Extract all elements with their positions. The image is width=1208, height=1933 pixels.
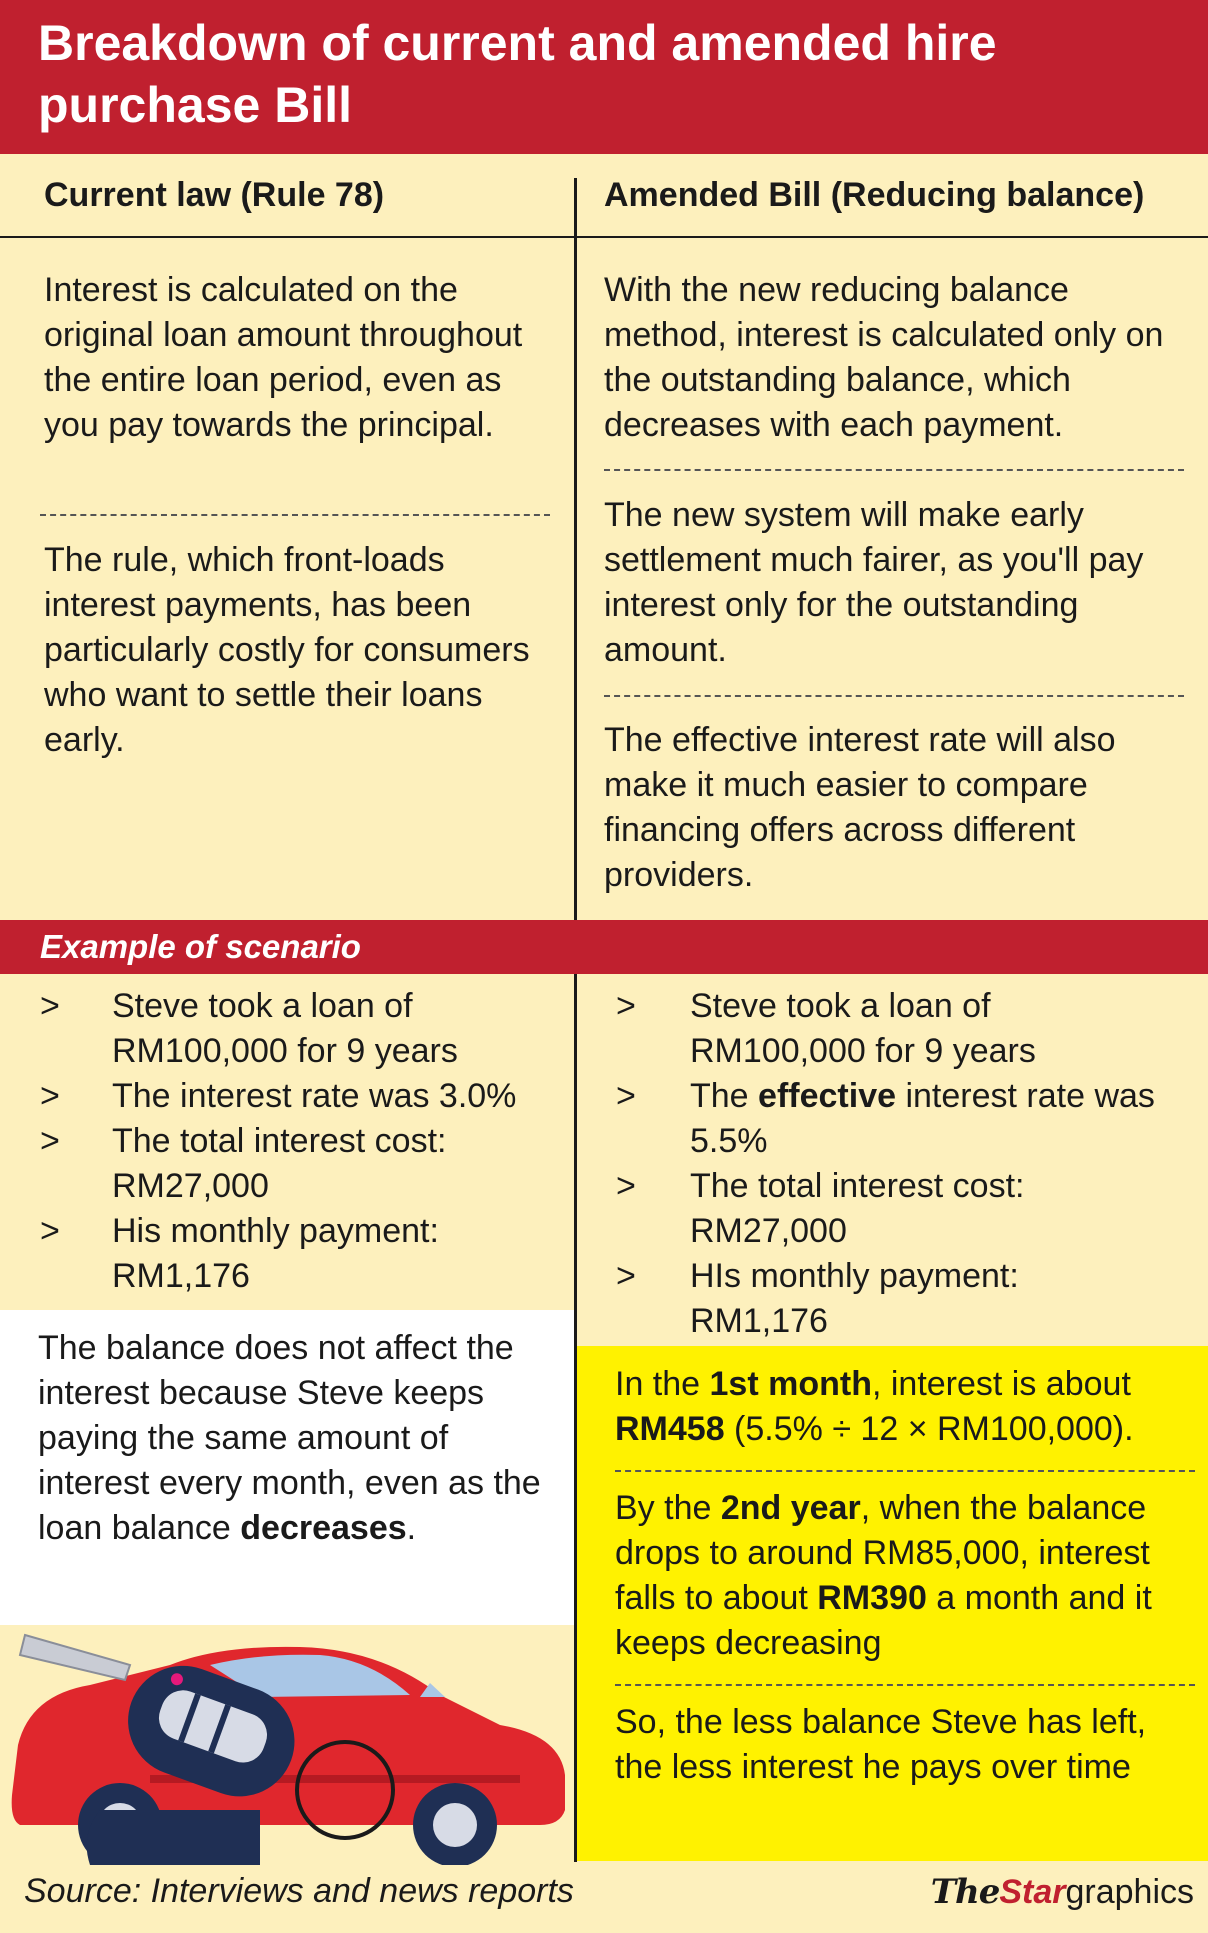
list-item: > The effective interest rate was 5.5% <box>616 1074 1156 1164</box>
list-item: > Steve took a loan of RM100,000 for 9 years <box>40 984 560 1074</box>
scenario-banner: Example of scenario <box>0 920 1208 974</box>
note-first-month: In the 1st month, interest is about RM458 (5.5% ÷ 12 × RM100,000). <box>615 1365 1134 1448</box>
amended-dashed-divider-1 <box>604 469 1184 471</box>
heading-underline <box>0 236 1208 238</box>
amended-para-3: The effective interest rate will also make it much easier to compare financing offers across different providers. <box>604 721 1116 894</box>
title-line-1: Breakdown of current and amended hire <box>38 15 997 71</box>
arrow-icon: > <box>616 987 636 1025</box>
column-divider-top <box>574 178 577 920</box>
list-item: > HIs monthly payment: RM1,176 <box>616 1254 1156 1344</box>
amended-dashed-divider-2 <box>604 695 1184 697</box>
amended-scenario-notes <box>577 1346 1208 1861</box>
source-credit: Source: Interviews and news reports <box>24 1872 574 1910</box>
arrow-icon: > <box>616 1167 636 1205</box>
page-title <box>0 0 1208 154</box>
key-blade <box>20 1635 130 1680</box>
current-law-heading: Current law (Rule 78) <box>44 176 385 214</box>
list-item: > The total interest cost: RM27,000 <box>40 1119 560 1209</box>
list-item: > The total interest cost: RM27,000 <box>616 1164 1156 1254</box>
list-item: > The interest rate was 3.0% <box>40 1074 560 1119</box>
note-second-year: By the 2nd year, when the balance drops to around RM85,000, interest falls to about RM390 a month and it keeps decreasing <box>615 1489 1152 1662</box>
amended-bill-heading: Amended Bill (Reducing balance) <box>604 176 1145 214</box>
current-para-2: The rule, which front-loads interest payments, has been particularly costly for consumers who want to settle their loans early. <box>44 541 530 759</box>
amended-scenario-list <box>616 984 1156 1344</box>
list-item: > His monthly payment: RM1,176 <box>40 1209 560 1299</box>
key-tag <box>87 1810 260 1865</box>
note-dashed-divider-2 <box>615 1684 1195 1686</box>
current-scenario-list <box>40 984 560 1299</box>
note-conclusion: So, the less balance Steve has left, the less interest he pays over time <box>615 1703 1147 1786</box>
current-dashed-divider <box>40 514 550 516</box>
rear-wheel-rim <box>433 1803 477 1847</box>
arrow-icon: > <box>40 1122 60 1160</box>
amended-para-2: The new system will make early settlement much fairer, as you'll pay interest only for the outstanding amount. <box>604 496 1144 669</box>
note-dashed-divider-1 <box>615 1470 1195 1472</box>
amended-para-1: With the new reducing balance method, interest is calculated only on the outstanding balance, which decreases with each payment. <box>604 271 1164 444</box>
arrow-icon: > <box>40 987 60 1025</box>
current-scenario-note: The balance does not affect the interest because Steve keeps paying the same amount of interest every month, even as the loan balance decreases. <box>0 1310 574 1625</box>
arrow-icon: > <box>616 1257 636 1295</box>
current-para-1: Interest is calculated on the original loan amount throughout the entire loan period, even as you pay towards the principal. <box>44 271 523 444</box>
title-line-2: purchase Bill <box>38 77 352 133</box>
arrow-icon: > <box>40 1212 60 1250</box>
thestar-graphics-logo: TheStargraphics <box>930 1872 1194 1912</box>
list-item: > Steve took a loan of RM100,000 for 9 years <box>616 984 1156 1074</box>
arrow-icon: > <box>616 1077 636 1115</box>
car-illustration <box>0 1625 574 1865</box>
arrow-icon: > <box>40 1077 60 1115</box>
